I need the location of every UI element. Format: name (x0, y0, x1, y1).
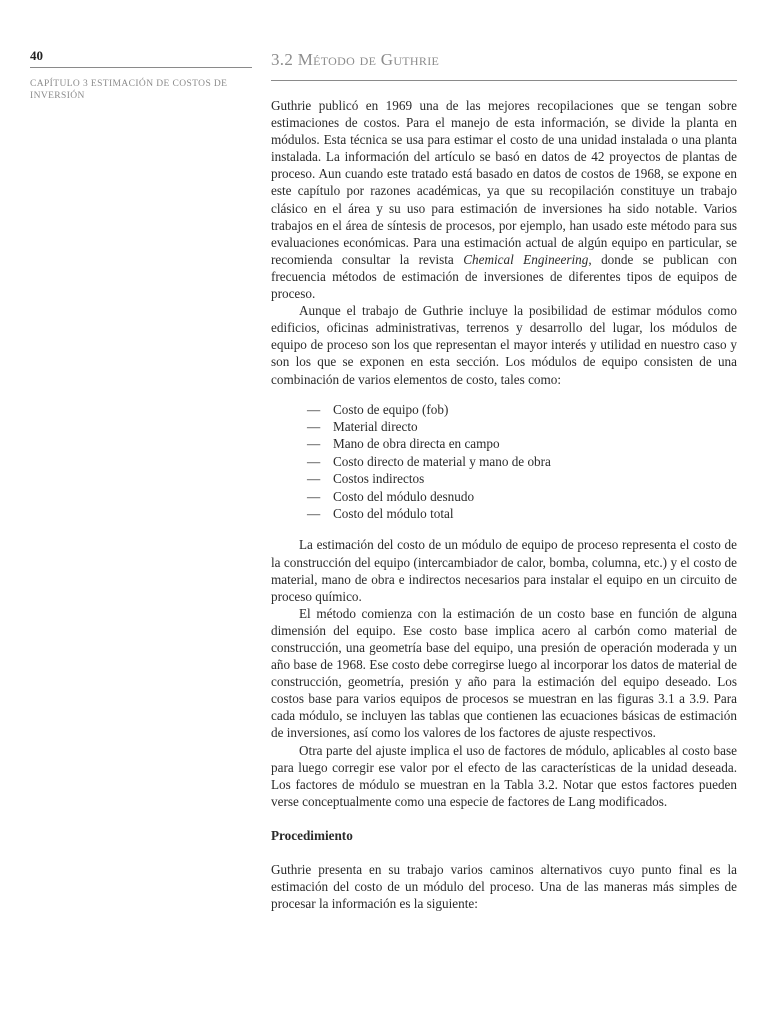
list-item: — Material directo (307, 419, 418, 434)
list-dash: — (307, 401, 321, 417)
section-title: 3.2 Método de Guthrie (271, 50, 440, 69)
paragraph-base-cost: El método comienza con la estimación de un costo base en función de alguna dimensión del equipo. Ese costo base implica acero al carbón como material de construcción, una geometría base del equipo, una presión de operación moderada y un año base de 1968. Ese costo debe corregirse luego al incorporar los datos de material de construcción, geometría, presión y año para la estimación del equipo deseado. Los costos base para varios equipos de procesos se muestran en las figuras 3.1 a 3.9. Para cada módulo, se incluyen las tablas que contienen las ecuaciones básicas de estimación de inversiones, así como los valores de los factores de ajuste respectivos. (271, 605, 737, 741)
list-item: — Costo del módulo total (307, 506, 454, 522)
paragraph-intro-text-end: , donde se publican con frecuencia métodos de estimación de inversiones de diferentes tipos de equipos de proceso. (271, 251, 738, 302)
list-item: — Costo de equipo (fob) (307, 401, 449, 417)
right-header-rule (271, 80, 737, 81)
list-item: — Costo del módulo desnudo (307, 488, 475, 504)
paragraph-module-cost: La estimación del costo de un módulo de equipo de proceso representa el costo de la construcción del equipo (intercambiador de calor, bomba, columna, etc.) y el costo de material, mano de obra e indirectos necesarios para instalar el equipo en un circuito de proceso químico. (271, 537, 737, 604)
list-dash: — (307, 419, 321, 434)
list-dash: — (307, 488, 321, 504)
page-number: 40 (30, 48, 43, 63)
paragraph-module-factors: Otra parte del ajuste implica el uso de factores de módulo, aplicables al costo base para luego corregir ese valor por el efecto de las características de la unidad deseada. Los factores de módulo se muestran en la Tabla 3.2. Notar que estos factores pueden verse conceptualmente como una especie de factores de Lang modificados. (271, 742, 737, 809)
chapter-label: CAPÍTULO 3 ESTIMACIÓN DE COSTOS DE INVERSIÓN (30, 79, 228, 101)
paragraph-intro (271, 97, 737, 302)
list-dash: — (307, 471, 321, 487)
journal-title: Chemical Engineering (463, 251, 589, 267)
list-item: — Costo directo de material y mano de obra (307, 453, 551, 469)
paragraph-intro-text: Guthrie publicó en 1969 una de las mejores recopilaciones que se tengan sobre estimaciones de costos. Para el manejo de esta información, se divide la planta en módulos. Esta técnica se usa para estimar el costo de una unidad instalada o una planta instalada. La información del artículo se basó en datos de 42 proyectos de plantas de proceso. Aun cuando este tratado está basado en datos de costos de 1968, se expone en este capítulo por razones académicas, ya que su recopilación constituye un trabajo clásico en el área y su uso para estimación de inversiones ha sido notable. Varios trabajos en el área de síntesis de procesos, por ejemplo, han usado este método para sus evaluaciones económicas. Para una estimación actual de algún equipo en particular, se recomienda consultar la revista (271, 98, 737, 267)
subheading-procedimiento: Procedimiento (271, 827, 353, 843)
paragraph-modules: Aunque el trabajo de Guthrie incluye la posibilidad de estimar módulos como edificios, oficinas administrativas, terrenos y desarrollo del lugar, los módulos de equipo de proceso son los que representan el mayor interés y utilidad en nuestro caso y son los que se exponen en esta sección. Los módulos de equipo consisten de una combinación de varios elementos de costo, tales como: (271, 303, 737, 387)
list-item: — Mano de obra directa en campo (307, 436, 500, 452)
paragraph-procedure: Guthrie presenta en su trabajo varios caminos alternativos cuyo punto final es la estimación del costo de un módulo del proceso. Una de las maneras más simples de procesar la información es la siguiente: (271, 862, 737, 912)
list-item: — Costos indirectos (307, 471, 425, 487)
list-dash: — (307, 506, 321, 522)
main-text (271, 97, 737, 912)
list-dash: — (307, 453, 321, 469)
list-dash: — (307, 436, 321, 452)
cost-elements-list (271, 401, 737, 523)
left-header-rule (30, 67, 252, 68)
